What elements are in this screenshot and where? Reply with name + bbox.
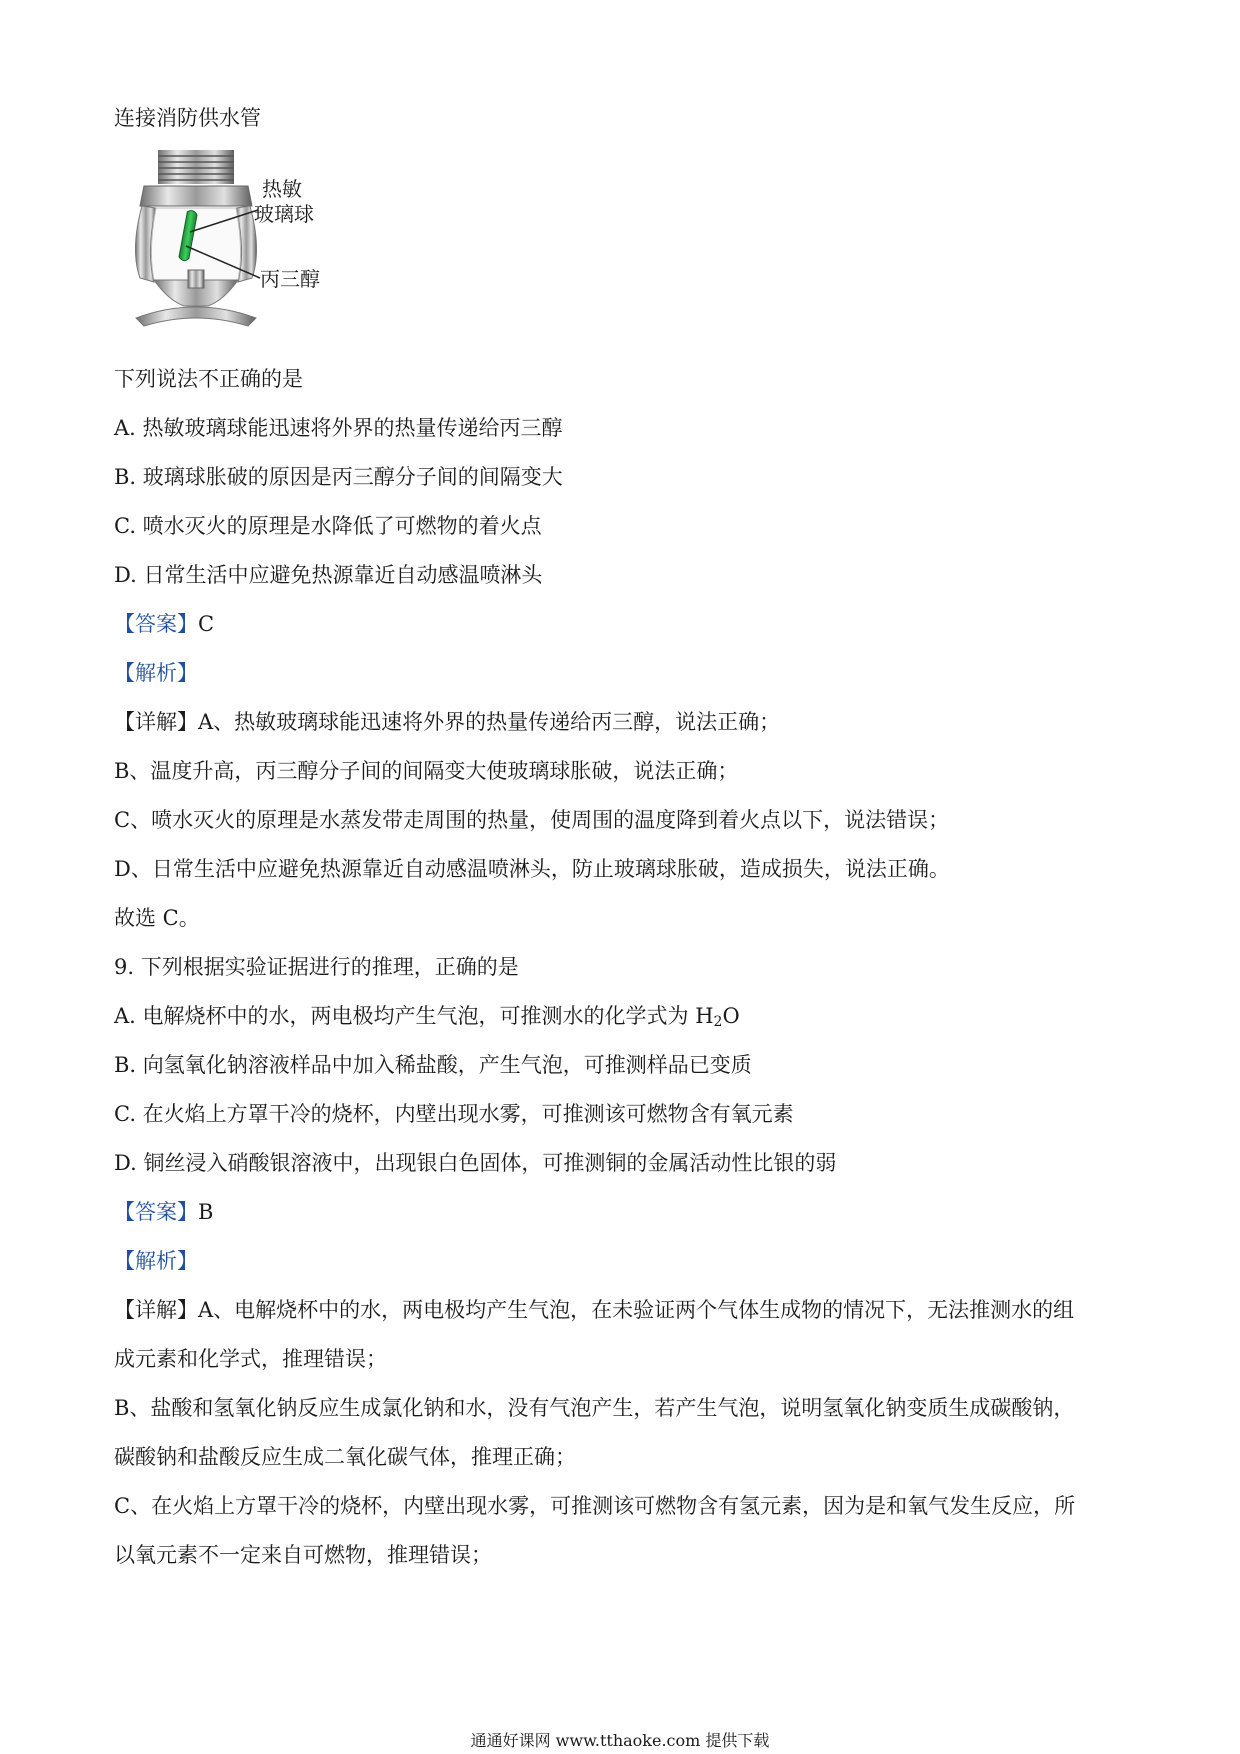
q8-detail-a [114, 707, 780, 737]
label-glass-line1: 热敏 [262, 177, 302, 201]
q8-detail-b: B、温度升高，丙三醇分子间的间隔变大使玻璃球胀破，说法正确； [114, 759, 739, 783]
q9-detail-c-line1: C、在火焰上方罩干冷的烧杯，内壁出现水雾，可推测该可燃物含有氢元素，因为是和氧气发生反应，所 [114, 1494, 1076, 1518]
subscript: 2 [713, 1014, 723, 1030]
detail-tag: 【详解】 [114, 710, 198, 734]
q8-detail-c: C、喷水灭火的原理是水蒸发带走周围的热量，使周围的温度降到着火点以下，说法错误； [114, 808, 950, 832]
q9-option-a [114, 1001, 740, 1037]
q9-detail-c-line2: 以氧元素不一定来自可燃物，推理错误； [114, 1543, 492, 1567]
sprinkler-figure [128, 150, 378, 340]
q8-analysis-tag: 【解析】 [114, 661, 198, 685]
page-footer: 通通好课网 www.tthaoke.com 提供下载 [470, 1731, 770, 1750]
q9-answer [114, 1197, 213, 1227]
sprinkler-head-illustration [128, 150, 378, 340]
q8-conclusion: 故选 C。 [114, 906, 200, 930]
answer-value: C [198, 612, 215, 636]
q9-detail-a-line2: 成元素和化学式，推理错误； [114, 1347, 387, 1371]
q9-detail-a-line1 [114, 1295, 1074, 1325]
q8-detail-d: D、日常生活中应避免热源靠近自动感温喷淋头，防止玻璃球胀破，造成损失，说法正确。 [114, 857, 950, 881]
answer-tag: 【答案】 [114, 1200, 198, 1224]
q9-analysis-tag: 【解析】 [114, 1249, 198, 1273]
q8-option-b: B. 玻璃球胀破的原因是丙三醇分子间的间隔变大 [114, 465, 563, 489]
detail-text: A、电解烧杯中的水，两电极均产生气泡，在未验证两个气体生成物的情况下，无法推测水的组 [198, 1298, 1075, 1322]
q8-option-a: A. 热敏玻璃球能迅速将外界的热量传递给丙三醇 [114, 416, 563, 440]
q9-option-d: D. 铜丝浸入硝酸银溶液中，出现银白色固体，可推测铜的金属活动性比银的弱 [114, 1151, 837, 1175]
load-screw [188, 270, 204, 288]
label-liquid: 丙三醇 [260, 267, 320, 291]
option-a-text: A. 电解烧杯中的水，两电极均产生气泡，可推测水的化学式为 H [114, 1004, 714, 1028]
deflector [136, 307, 256, 326]
figure-caption: 连接消防供水管 [114, 106, 261, 130]
hex-nut [140, 186, 252, 206]
detail-text: A、热敏玻璃球能迅速将外界的热量传递给丙三醇，说法正确； [198, 710, 781, 734]
q8-option-c: C. 喷水灭火的原理是水降低了可燃物的着火点 [114, 514, 542, 538]
q9-option-b: B. 向氢氧化钠溶液样品中加入稀盐酸，产生气泡，可推测样品已变质 [114, 1053, 752, 1077]
option-a-tail: O [722, 1004, 740, 1028]
detail-tag: 【详解】 [114, 1298, 198, 1322]
q9-stem: 9. 下列根据实验证据进行的推理，正确的是 [114, 955, 519, 979]
q9-option-c: C. 在火焰上方罩干冷的烧杯，内壁出现水雾，可推测该可燃物含有氧元素 [114, 1102, 794, 1126]
q9-detail-b-line1: B、盐酸和氢氧化钠反应生成氯化钠和水，没有气泡产生，若产生气泡，说明氢氧化钠变质生成碳酸钠， [114, 1396, 1075, 1420]
q9-detail-b-line2: 碳酸钠和盐酸反应生成二氧化碳气体，推理正确； [114, 1445, 576, 1469]
thread-body [158, 150, 234, 184]
q8-stem: 下列说法不正确的是 [114, 367, 303, 391]
q8-answer [114, 609, 214, 639]
answer-value: B [198, 1200, 214, 1224]
q8-option-d: D. 日常生活中应避免热源靠近自动感温喷淋头 [114, 563, 543, 587]
answer-tag: 【答案】 [114, 612, 198, 636]
label-glass-line2: 玻璃球 [254, 202, 314, 226]
